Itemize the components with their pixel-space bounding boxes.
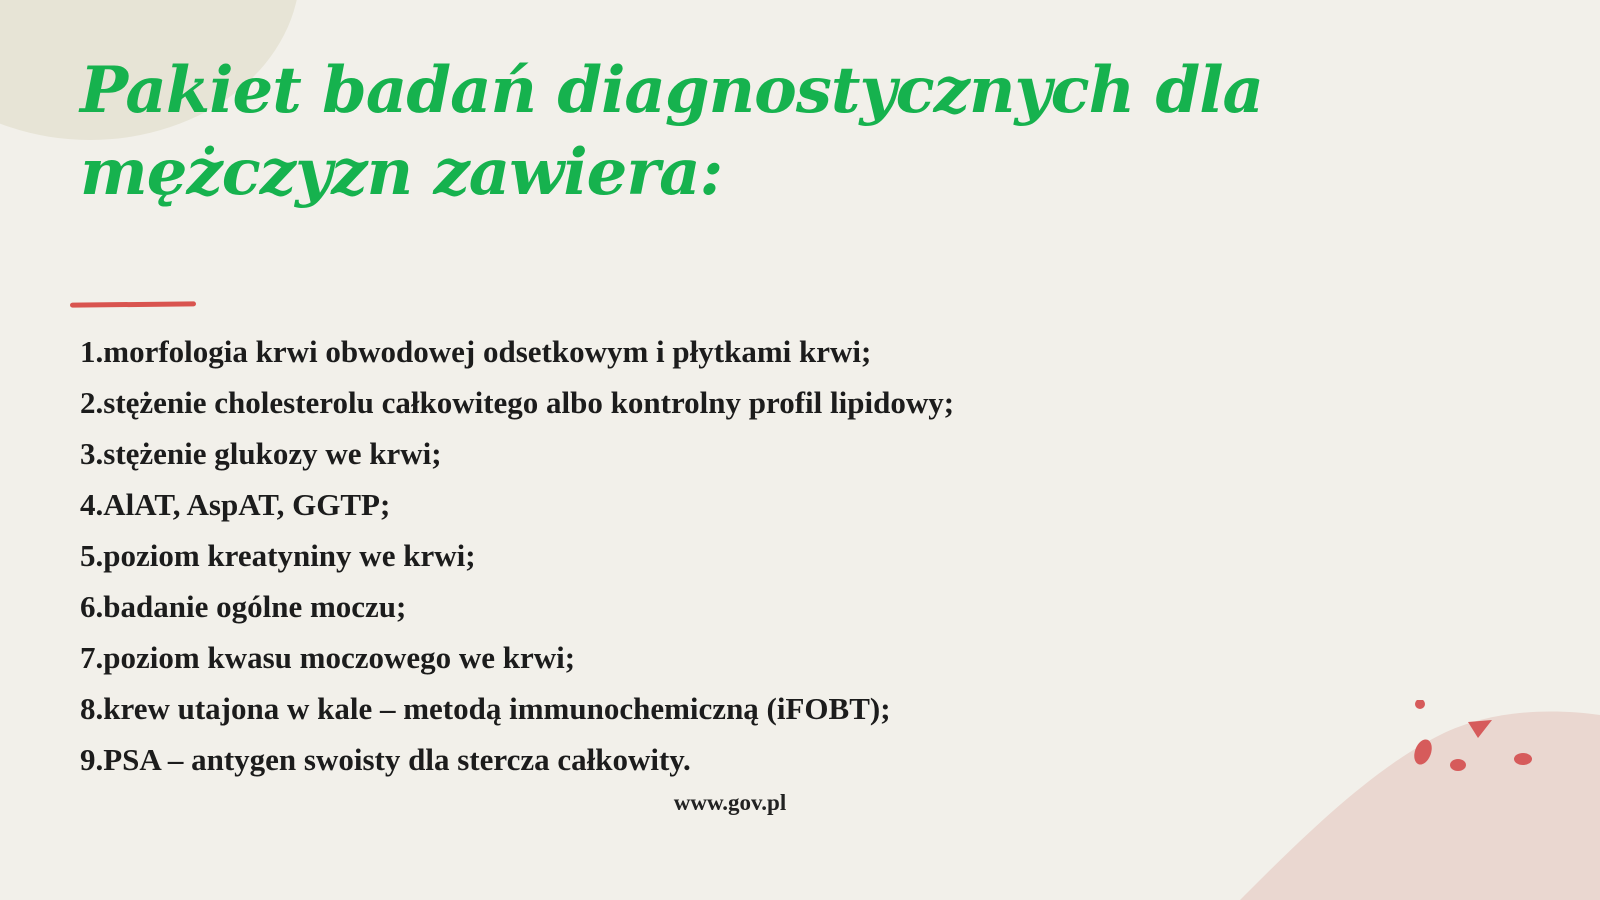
list-item: 4.AlAT, AspAT, GGTP;	[80, 487, 391, 522]
list-item: 6.badanie ogólne moczu;	[80, 589, 407, 624]
decorative-pink-shape	[1240, 712, 1600, 900]
list-item: 8.krew utajona w kale – metodą immunochemiczną (iFOBT);	[80, 691, 891, 726]
list-item: 1.morfologia krwi obwodowej odsetkowym i płytkami krwi;	[80, 334, 872, 369]
test-list	[80, 326, 954, 785]
title-accent-underline	[70, 301, 196, 307]
decorative-dot	[1514, 753, 1532, 765]
list-item: 5.poziom kreatyniny we krwi;	[80, 538, 476, 573]
list-item: 9.PSA – antygen swoisty dla stercza całkowity.	[80, 742, 691, 777]
list-item: 7.poziom kwasu moczowego we krwi;	[80, 640, 576, 675]
decorative-corner-splatter	[1240, 700, 1600, 900]
footer-url: www.gov.pl	[673, 790, 787, 815]
list-item: 2.stężenie cholesterolu całkowitego albo kontrolny profil lipidowy;	[80, 385, 955, 420]
decorative-dot	[1450, 759, 1466, 771]
page-title: Pakiet badań diagnostycznych dla mężczyzn zawiera:	[80, 53, 1263, 210]
decorative-dot	[1415, 700, 1425, 709]
list-item: 3.stężenie glukozy we krwi;	[80, 436, 442, 471]
